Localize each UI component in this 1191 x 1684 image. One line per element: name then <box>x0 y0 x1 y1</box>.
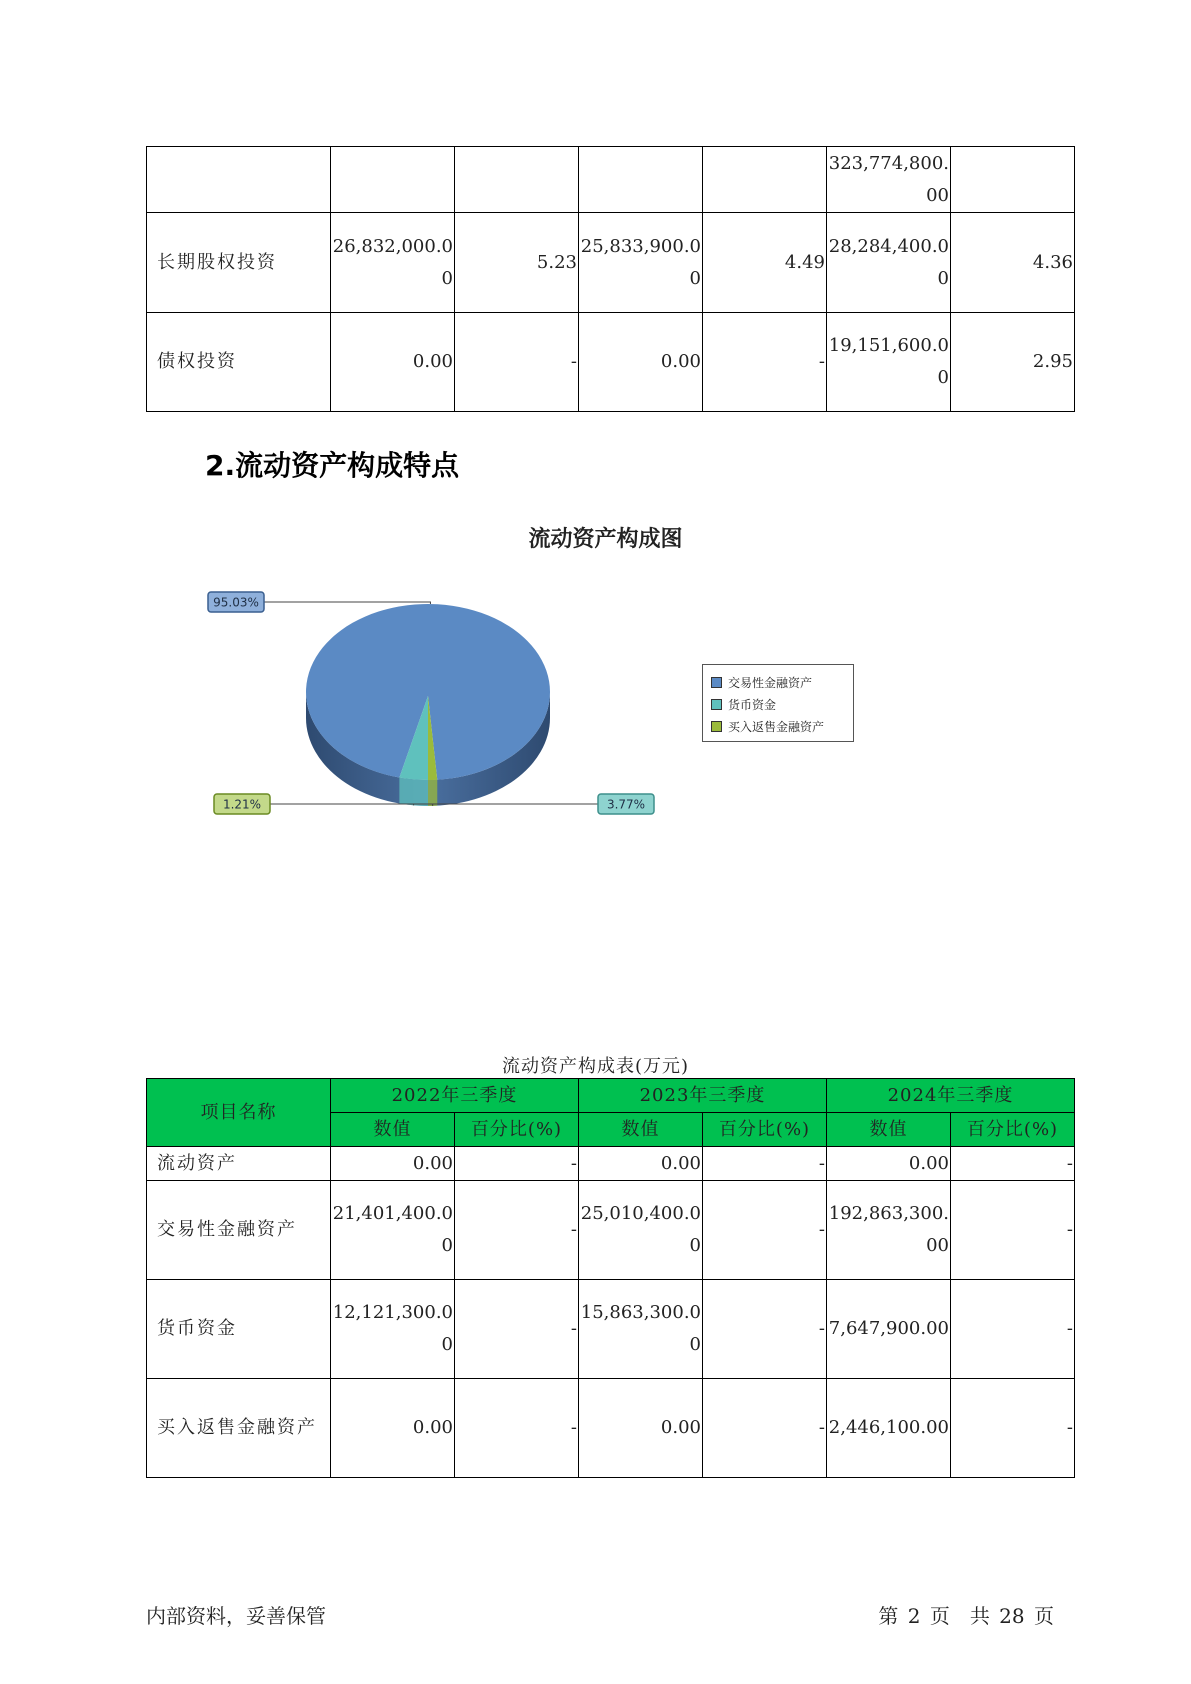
value-2023: 25,010,400.00 <box>579 1181 703 1280</box>
value-2022: 0.00 <box>331 1379 455 1478</box>
pct-2022: 5.23 <box>455 213 579 313</box>
pct-2024: - <box>951 1280 1075 1379</box>
legend-swatch <box>711 721 722 732</box>
section-heading: 2.流动资产构成特点 <box>205 449 460 482</box>
header-pct: 百分比(%) <box>455 1113 579 1147</box>
pie-value-label: 95.03% <box>213 595 259 610</box>
table-row <box>147 213 1075 313</box>
value-2022: 12,121,300.00 <box>331 1280 455 1379</box>
pct-2024: 2.95 <box>951 313 1075 412</box>
legend-item <box>711 693 847 715</box>
row-name: 货币资金 <box>147 1280 331 1379</box>
chart-legend <box>702 664 854 742</box>
row-name: 债权投资 <box>147 313 331 412</box>
row-name: 交易性金融资产 <box>147 1181 331 1280</box>
value-2022: 0.00 <box>331 1147 455 1181</box>
legend-swatch <box>711 677 722 688</box>
value-2023: 0.00 <box>579 1147 703 1181</box>
pct-2022 <box>455 147 579 213</box>
pct-2023: - <box>703 1147 827 1181</box>
pct-2022: - <box>455 1147 579 1181</box>
pie-slice-side <box>428 780 437 806</box>
value-2024: 19,151,600.00 <box>827 313 951 412</box>
value-2022: 26,832,000.00 <box>331 213 455 313</box>
header-value: 数值 <box>579 1113 703 1147</box>
header-value: 数值 <box>827 1113 951 1147</box>
pct-2024: - <box>951 1379 1075 1478</box>
header-pct: 百分比(%) <box>703 1113 827 1147</box>
pie-leader-line <box>270 804 433 806</box>
table-row <box>147 1280 1075 1379</box>
current-assets-table <box>146 1078 1075 1478</box>
chart-title: 流动资产构成图 <box>528 527 683 552</box>
legend-label: 货币资金 <box>728 697 777 712</box>
pct-2022: - <box>455 1181 579 1280</box>
row-name: 买入返售金融资产 <box>147 1379 331 1478</box>
header-value: 数值 <box>331 1113 455 1147</box>
footer-confidential-note: 内部资料，妥善保管 <box>146 1604 326 1628</box>
pct-2023 <box>703 147 827 213</box>
pie-group <box>306 604 550 806</box>
pct-2022: - <box>455 1379 579 1478</box>
table-row <box>147 313 1075 412</box>
header-item-name: 项目名称 <box>147 1079 331 1147</box>
pie-leader-line <box>264 602 430 604</box>
pie-value-label: 3.77% <box>606 797 646 812</box>
value-2024: 192,863,300.00 <box>827 1181 951 1280</box>
header-period-2023: 2023年三季度 <box>579 1079 827 1113</box>
legend-swatch <box>711 699 722 710</box>
pct-2024: 4.36 <box>951 213 1075 313</box>
table-row <box>147 1379 1075 1478</box>
legend-label: 交易性金融资产 <box>728 675 813 690</box>
table-caption: 流动资产构成表(万元) <box>501 1056 690 1077</box>
pct-2024 <box>951 147 1075 213</box>
value-2024: 7,647,900.00 <box>827 1280 951 1379</box>
asset-table-continued <box>146 146 1075 412</box>
header-row <box>147 1079 1075 1113</box>
header-period-2024: 2024年三季度 <box>827 1079 1075 1113</box>
pct-2023: - <box>703 1280 827 1379</box>
pie-chart <box>190 580 670 840</box>
legend-label: 买入返售金融资产 <box>728 719 825 734</box>
table-row <box>147 1181 1075 1280</box>
row-name <box>147 147 331 213</box>
row-name: 流动资产 <box>147 1147 331 1181</box>
value-2024: 0.00 <box>827 1147 951 1181</box>
row-name: 长期股权投资 <box>147 213 331 313</box>
value-2023: 0.00 <box>579 1379 703 1478</box>
pct-2023: - <box>703 1181 827 1280</box>
legend-item <box>711 715 847 737</box>
value-2024: 2,446,100.00 <box>827 1379 951 1478</box>
header-pct: 百分比(%) <box>951 1113 1075 1147</box>
value-2022 <box>331 147 455 213</box>
value-2022: 0.00 <box>331 313 455 412</box>
value-2023: 15,863,300.00 <box>579 1280 703 1379</box>
value-2023: 25,833,900.00 <box>579 213 703 313</box>
header-period-2022: 2022年三季度 <box>331 1079 579 1113</box>
pct-2024: - <box>951 1181 1075 1280</box>
legend-item <box>711 671 847 693</box>
pct-2022: - <box>455 313 579 412</box>
pct-2023: - <box>703 313 827 412</box>
value-2023 <box>579 147 703 213</box>
value-2024: 28,284,400.00 <box>827 213 951 313</box>
footer-page-number: 第 2 页 共 28 页 <box>878 1604 1054 1628</box>
table-row <box>147 147 1075 213</box>
pct-2022: - <box>455 1280 579 1379</box>
pie-value-label: 1.21% <box>222 797 262 812</box>
value-2024: 323,774,800.00 <box>827 147 951 213</box>
table-row <box>147 1147 1075 1181</box>
pie-slice-side <box>399 778 428 806</box>
pct-2023: - <box>703 1379 827 1478</box>
pct-2023: 4.49 <box>703 213 827 313</box>
pct-2024: - <box>951 1147 1075 1181</box>
value-2023: 0.00 <box>579 313 703 412</box>
value-2022: 21,401,400.00 <box>331 1181 455 1280</box>
